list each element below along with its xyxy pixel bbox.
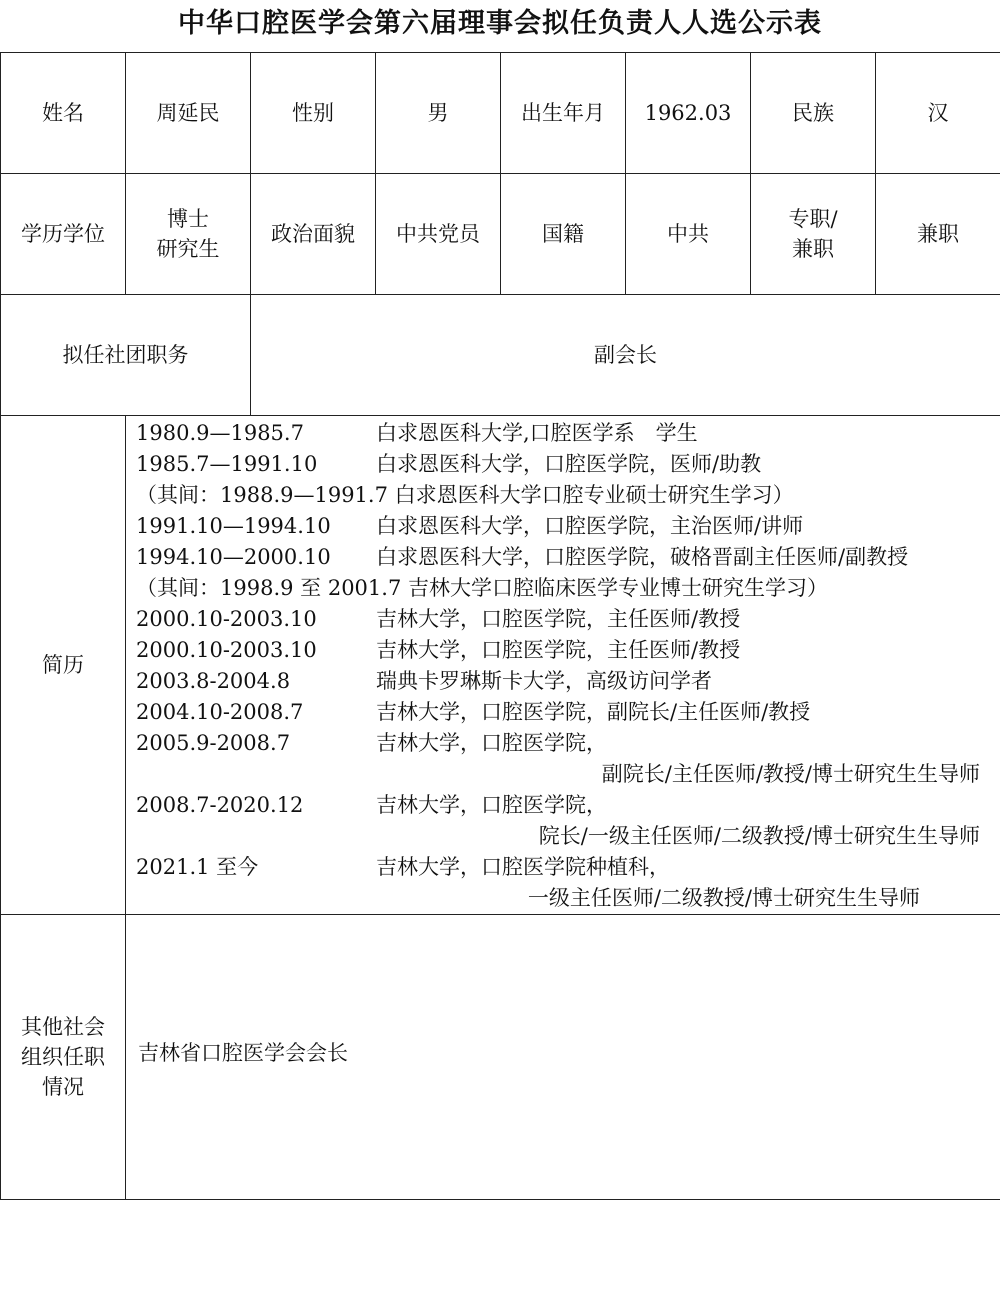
resume-continuation-text: 一级主任医师/二级教授/博士研究生生导师 bbox=[527, 886, 920, 910]
resume-note bbox=[126, 480, 1000, 511]
resume-period: 2000.10-2003.10 bbox=[136, 638, 317, 662]
other-label-line-3: 情况 bbox=[42, 1075, 84, 1099]
form-table bbox=[0, 52, 1000, 1200]
resume-desc: 吉林大学，口腔医学院，主任医师/教授 bbox=[376, 607, 741, 631]
resume-desc: 白求恩医科大学，口腔医学院，破格晋副主任医师/副教授 bbox=[376, 545, 909, 569]
resume-continuation bbox=[126, 821, 1000, 852]
nationality-label: 国籍 bbox=[501, 174, 626, 295]
name-value: 周延民 bbox=[126, 53, 251, 174]
fulltime-label-line-1: 专职/ bbox=[788, 207, 838, 231]
resume-note bbox=[126, 573, 1000, 604]
resume-entry bbox=[126, 635, 1000, 666]
resume-period: 1980.9—1985.7 bbox=[136, 421, 304, 445]
resume-entry bbox=[126, 666, 1000, 697]
resume-entry bbox=[126, 449, 1000, 480]
resume-note-text: （其间：1988.9—1991.7 白求恩医科大学口腔专业硕士研究生学习） bbox=[136, 483, 794, 507]
resume-period: 1991.10—1994.10 bbox=[136, 514, 331, 538]
education-label: 学历学位 bbox=[1, 174, 126, 295]
resume-desc: 白求恩医科大学,口腔医学系 学生 bbox=[376, 421, 698, 445]
row-resume bbox=[1, 416, 1000, 915]
row-position bbox=[1, 295, 1000, 416]
other-value bbox=[126, 915, 1000, 1200]
resume-period: 2021.1 至今 bbox=[136, 855, 259, 879]
resume-entry bbox=[126, 790, 1000, 821]
ethnicity-value: 汉 bbox=[876, 53, 1000, 174]
resume-desc: 白求恩医科大学，口腔医学院，医师/助教 bbox=[376, 452, 762, 476]
fulltime-label bbox=[751, 174, 876, 295]
row-education bbox=[1, 174, 1000, 295]
political-value: 中共党员 bbox=[376, 174, 501, 295]
other-label bbox=[1, 915, 126, 1200]
position-label: 拟任社团职务 bbox=[1, 295, 251, 416]
resume-continuation bbox=[126, 883, 1000, 914]
resume-period: 2008.7-2020.12 bbox=[136, 793, 304, 817]
resume-desc: 吉林大学，口腔医学院，主任医师/教授 bbox=[376, 638, 741, 662]
resume-period: 1994.10—2000.10 bbox=[136, 545, 331, 569]
education-value bbox=[126, 174, 251, 295]
name-label: 姓名 bbox=[1, 53, 126, 174]
resume-desc: 吉林大学，口腔医学院，副院长/主任医师/教授 bbox=[376, 700, 811, 724]
resume-entry bbox=[126, 697, 1000, 728]
gender-label: 性别 bbox=[251, 53, 376, 174]
other-label-line-1: 其他社会 bbox=[21, 1015, 105, 1039]
resume-label: 简历 bbox=[1, 416, 126, 915]
resume-desc: 吉林大学，口腔医学院， bbox=[376, 731, 607, 755]
resume-period: 2000.10-2003.10 bbox=[136, 607, 317, 631]
resume-continuation-text: 院长/一级主任医师/二级教授/博士研究生生导师 bbox=[538, 824, 980, 848]
resume-period: 2004.10-2008.7 bbox=[136, 700, 304, 724]
resume-continuation bbox=[126, 759, 1000, 790]
nationality-value: 中共 bbox=[626, 174, 751, 295]
education-value-line-1: 博士 bbox=[167, 207, 209, 231]
education-value-line-2: 研究生 bbox=[156, 237, 220, 261]
fulltime-label-line-2: 兼职 bbox=[792, 237, 834, 261]
other-value-text: 吉林省口腔医学会会长 bbox=[138, 1041, 348, 1065]
other-label-line-2: 组织任职 bbox=[21, 1045, 105, 1069]
page-title: 中华口腔医学会第六届理事会拟任负责人人选公示表 bbox=[178, 8, 822, 39]
resume-note-text: （其间：1998.9 至 2001.7 吉林大学口腔临床医学专业博士研究生学习） bbox=[136, 576, 828, 600]
gender-value: 男 bbox=[376, 53, 501, 174]
resume-entry bbox=[126, 852, 1000, 883]
resume-continuation-text: 副院长/主任医师/教授/博士研究生生导师 bbox=[601, 762, 980, 786]
resume-period: 2005.9-2008.7 bbox=[136, 731, 291, 755]
political-label: 政治面貌 bbox=[251, 174, 376, 295]
resume-period: 1985.7—1991.10 bbox=[136, 452, 318, 476]
resume-content bbox=[126, 416, 1000, 915]
resume-desc: 白求恩医科大学，口腔医学院，主治医师/讲师 bbox=[376, 514, 804, 538]
resume-entry bbox=[126, 511, 1000, 542]
resume-desc: 吉林大学，口腔医学院， bbox=[376, 793, 607, 817]
position-value: 副会长 bbox=[251, 295, 1000, 416]
resume-desc: 瑞典卡罗琳斯卡大学，高级访问学者 bbox=[376, 669, 712, 693]
resume-entry bbox=[126, 604, 1000, 635]
row-other-positions bbox=[1, 915, 1000, 1200]
resume-entry bbox=[126, 542, 1000, 573]
birth-label: 出生年月 bbox=[501, 53, 626, 174]
resume-desc: 吉林大学，口腔医学院种植科， bbox=[376, 855, 670, 879]
ethnicity-label: 民族 bbox=[751, 53, 876, 174]
birth-value: 1962.03 bbox=[626, 53, 751, 174]
fulltime-value: 兼职 bbox=[876, 174, 1000, 295]
row-basic-info bbox=[1, 53, 1000, 174]
resume-entry bbox=[126, 418, 1000, 449]
resume-entry bbox=[126, 728, 1000, 759]
resume-period: 2003.8-2004.8 bbox=[136, 669, 291, 693]
